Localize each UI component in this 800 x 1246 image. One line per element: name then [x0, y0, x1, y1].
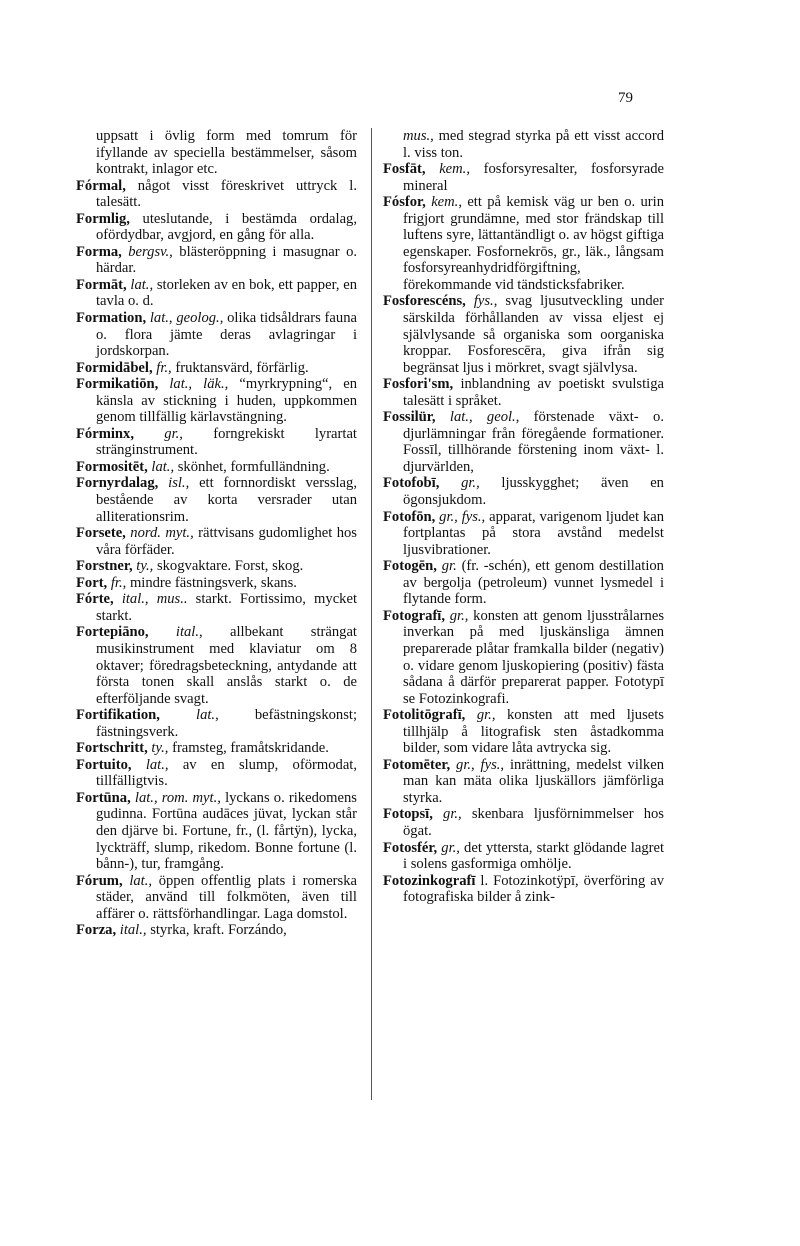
dictionary-entry — [76, 790, 357, 873]
entry-headword: Fotolitōgrafī, — [383, 707, 466, 724]
entry-definition: med stegrad styrka på ett visst accord l. viss ton. — [403, 128, 664, 161]
entry-headword: Fórminx, — [76, 425, 134, 442]
entry-headword: Formlig, — [76, 210, 130, 227]
entry-definition: uppsatt i övlig form med tomrum för ifyllande av speciella bestämmelser, såsom kontrakt, inlagor etc. — [96, 128, 357, 178]
entry-label: ty., — [136, 558, 154, 575]
entry-label: bergsv., — [128, 243, 173, 260]
entry-label: gr., — [461, 475, 480, 492]
dictionary-entry — [76, 591, 357, 624]
entry-definition: konsten att med ljusets tillhjälp å litografisk sten åstadkomma bilder, som vidare låta avtrycka sig. — [403, 707, 664, 757]
entry-headword: Fórmal, — [76, 177, 126, 194]
entry-label: lat., geolog., — [149, 310, 224, 327]
dictionary-entry — [383, 128, 664, 161]
entry-label: lat., — [130, 276, 154, 293]
entry-definition: forngrekiskt lyrartat stränginstrument. — [96, 425, 357, 459]
entry-headword: Fotosfér, — [383, 839, 438, 856]
entry-headword: Fotofōn, — [383, 508, 436, 525]
dictionary-entry — [383, 558, 664, 608]
entry-definition: starkt. Fortissimo, mycket starkt. — [96, 591, 357, 624]
entry-definition: lyckans o. rikedomens gudinna. Fortūna audāces jüvat, lyckan står den djärve bi. Fortune, fr., (l. fårtÿn), lycka, lyckträff, slump, rikedom. Bonne fortune (l. bånn-), tur, framgång. — [96, 789, 357, 873]
entry-headword: Fossilür, — [383, 409, 436, 426]
entry-definition: skenbara ljusförnimmelser hos ögat. — [403, 806, 664, 839]
dictionary-entry — [76, 707, 357, 740]
dictionary-entry — [76, 244, 357, 277]
entry-headword: Forsete, — [76, 525, 126, 542]
entry-headword: Fosforescéns, — [383, 293, 466, 310]
dictionary-entry — [76, 922, 357, 939]
dictionary-entry — [383, 707, 664, 757]
dictionary-entry — [76, 873, 357, 923]
entry-headword: Fornyrdalag, — [76, 475, 159, 492]
entry-label: mus., — [403, 128, 434, 144]
entry-label: lat., rom. myt., — [134, 789, 221, 806]
entry-headword: Fotogēn, — [383, 558, 437, 575]
entry-definition: förstenade växt- o. djurlämningar från föregående formationer. Fossīl, tillhörande förstening inom växt- l. djurvärlden, — [403, 409, 664, 475]
entry-label: kem., — [439, 161, 470, 178]
entry-definition: skönhet, formfulländning. — [177, 458, 330, 475]
dictionary-entry — [76, 525, 357, 558]
right-column — [383, 128, 664, 906]
entry-label: lat., — [151, 458, 175, 475]
entry-definition: uteslutande, i bestämda ordalag, ofördydbar, avgjord, en gång för alla. — [96, 210, 357, 244]
entry-label: nord. myt., — [130, 525, 194, 542]
dictionary-entry — [383, 873, 664, 906]
dictionary-entry — [76, 376, 357, 426]
entry-definition: ett fornnordiskt versslag, bestående av korta versrader utan alliterationsrim. — [96, 475, 357, 525]
entry-label: ital., mus.. — [121, 591, 188, 608]
entry-definition: inblandning av poetiskt svulstiga talesätt i språket. — [403, 376, 664, 409]
entry-label: ital., — [175, 624, 203, 641]
entry-label: fr., — [110, 574, 127, 591]
dictionary-entry — [383, 757, 664, 807]
entry-headword: Formikatiōn, — [76, 376, 159, 393]
entry-definition: framsteg, framåtskridande. — [172, 740, 329, 757]
entry-headword: Forstner, — [76, 558, 133, 575]
entry-label: lat., — [129, 872, 153, 889]
entry-label: gr., — [164, 425, 183, 442]
entry-definition: konsten att genom ljusstrålarnes inverkan på med ljuskänsliga ämnen preparerade plåtar framkalla bilder (negativ) o. vidare genom ljuskopiering (positiv) fästa sådana å därför preparerat papper. Fototypī se Fotozinkografi. — [403, 607, 665, 707]
entry-definition: blästeröppning i masugnar o. härdar. — [96, 243, 358, 277]
entry-definition: öppen offentlig plats i romerska städer, använd till folkmöten, även till affärer o. rättsförhandlingar. Laga domstol. — [96, 872, 357, 922]
dictionary-entry — [383, 409, 664, 475]
entry-label: ty., — [151, 740, 169, 757]
entry-definition: ljusskygghet; även en ögonsjukdom. — [403, 475, 664, 509]
entry-headword: Fotografī, — [383, 607, 446, 624]
entry-headword: Fortepiāno, — [76, 624, 149, 641]
entry-label: lat., — [145, 756, 169, 773]
entry-definition: något visst föreskrivet uttryck l. talesätt. — [96, 177, 357, 211]
dictionary-entry — [76, 128, 357, 178]
dictionary-entry — [383, 161, 664, 194]
entry-headword: Fosfori'sm, — [383, 376, 454, 393]
dictionary-entry — [76, 360, 357, 377]
dictionary-entry — [76, 757, 357, 790]
entry-headword: Formāt, — [76, 276, 127, 293]
left-column — [76, 128, 357, 939]
entry-definition: av en slump, oförmodat, tillfälligtvis. — [96, 756, 358, 790]
dictionary-entry — [76, 211, 357, 244]
entry-definition: fruktansvärd, förfärlig. — [175, 359, 309, 376]
entry-label: gr., — [449, 607, 469, 624]
entry-label: gr., fys., — [456, 756, 505, 773]
entry-headword: Fotomēter, — [383, 756, 451, 773]
entry-label: kem., — [431, 194, 462, 211]
entry-headword: Fotozinkografī — [383, 872, 476, 889]
entry-definition: mindre fästningsverk, skans. — [129, 574, 297, 591]
entry-definition: “myrkrypning“, en känsla av stickning i huden, uppkommen genom tillfällig kärlavstängning. — [96, 376, 358, 426]
entry-label: fys., — [473, 293, 498, 310]
dictionary-entry — [76, 277, 357, 310]
dictionary-entry — [76, 624, 357, 707]
entry-label: lat., läk., — [169, 376, 229, 393]
entry-label: lat., — [196, 707, 219, 724]
dictionary-entry — [383, 509, 664, 559]
dictionary-entry — [76, 310, 357, 360]
entry-definition: storleken av en bok, ett papper, en tavla o. d. — [96, 276, 358, 310]
dictionary-entry — [76, 178, 357, 211]
entry-definition: allbekant strängat musikinstrument med klaviatur om 8 oktaver; föredragsbeteckning, antydande att första tonen skall anslås starkt o. de efterföljande svagt. — [96, 624, 357, 707]
entry-headword: Fórum, — [76, 872, 123, 889]
dictionary-entry — [383, 840, 664, 873]
entry-label: gr., — [476, 707, 496, 724]
dictionary-entry — [76, 475, 357, 525]
entry-headword: Fortschritt, — [76, 740, 148, 757]
column-divider — [371, 128, 372, 1100]
entry-label: gr., — [441, 839, 460, 856]
dictionary-entry — [383, 293, 664, 376]
entry-headword: Fosfāt, — [383, 161, 426, 178]
entry-headword: Fortuito, — [76, 756, 132, 773]
entry-label: gr. — [441, 558, 457, 575]
entry-definition: inrättning, medelst vilken man kan mäta olika ljuskällors jämförliga styrka. — [403, 756, 665, 806]
entry-label: fr., — [156, 359, 172, 376]
dictionary-entry — [383, 376, 664, 409]
dictionary-entry — [76, 740, 357, 757]
entry-definition: apparat, varigenom ljudet kan fortplantas på stora avstånd medelst ljusvibrationer. — [403, 508, 665, 558]
entry-definition: ett på kemisk väg ur ben o. urin frigjort grundämne, med stor frändskap till luftens syre, lättantändligt o. av högst giftiga egenskaper. Fosfornekrōs, gr., läk., långsam fosforsyreanhydridförgiftning, förekommande vid tändsticksfabriker. — [403, 194, 665, 293]
entry-definition: svag ljusutveckling under särskilda förhållanden av vissa eljest ej självlysande så organiska som oorganiska kroppar. Fosforescēra, giva ifrån sig begränsat ljus i mörkret, svagt självlysa. — [403, 293, 664, 376]
entry-definition: skogvaktare. Forst, skog. — [156, 558, 304, 575]
entry-headword: Forza, — [76, 922, 117, 939]
dictionary-entry — [76, 575, 357, 592]
entry-definition: rättvisans gudomlighet hos våra förfäder. — [96, 525, 357, 558]
entry-headword: Fórte, — [76, 591, 114, 608]
entry-label: ital., — [119, 922, 147, 939]
entry-label: gr., — [443, 806, 462, 823]
entry-label: gr., fys., — [439, 508, 486, 525]
entry-definition: fosforsyresalter, fosforsyrade mineral — [403, 161, 664, 194]
entry-definition: l. Fotozinkotÿpī, överföring av fotografiska bilder å zink- — [403, 872, 664, 906]
entry-headword: Fotofobī, — [383, 475, 440, 492]
page-number: 79 — [618, 90, 633, 106]
entry-headword: Forma, — [76, 243, 122, 260]
dictionary-entry — [383, 475, 664, 508]
dictionary-entry — [383, 194, 664, 293]
entry-headword: Fotopsī, — [383, 806, 433, 823]
entry-label: lat., geol., — [449, 409, 520, 426]
dictionary-entry — [76, 426, 357, 459]
dictionary-entry — [76, 558, 357, 575]
entry-headword: Formation, — [76, 310, 147, 327]
entry-definition: befästningskonst; fästningsverk. — [96, 707, 357, 740]
entry-definition: det yttersta, starkt glödande lagret i solens gasformiga omhölje. — [403, 839, 665, 873]
entry-headword: Formositēt, — [76, 458, 148, 475]
entry-headword: Fortūna, — [76, 789, 131, 806]
entry-headword: Formidābel, — [76, 359, 153, 376]
entry-definition: (fr. -schén), ett genom destillation av bergolja (petroleum) vunnet lysmedel i flytande form. — [403, 558, 664, 608]
dictionary-entry — [383, 806, 664, 839]
entry-definition: styrka, kraft. Forzándo, — [150, 922, 287, 939]
dictionary-entry — [76, 459, 357, 476]
entry-headword: Fósfor, — [383, 194, 426, 211]
entry-definition: olika tidsåldrars fauna o. flora jämte deras avlagringar i jordskorpan. — [96, 310, 357, 360]
dictionary-entry — [383, 608, 664, 707]
entry-label: isl., — [168, 475, 190, 492]
entry-headword: Fort, — [76, 574, 108, 591]
entry-headword: Fortifikation, — [76, 707, 160, 724]
